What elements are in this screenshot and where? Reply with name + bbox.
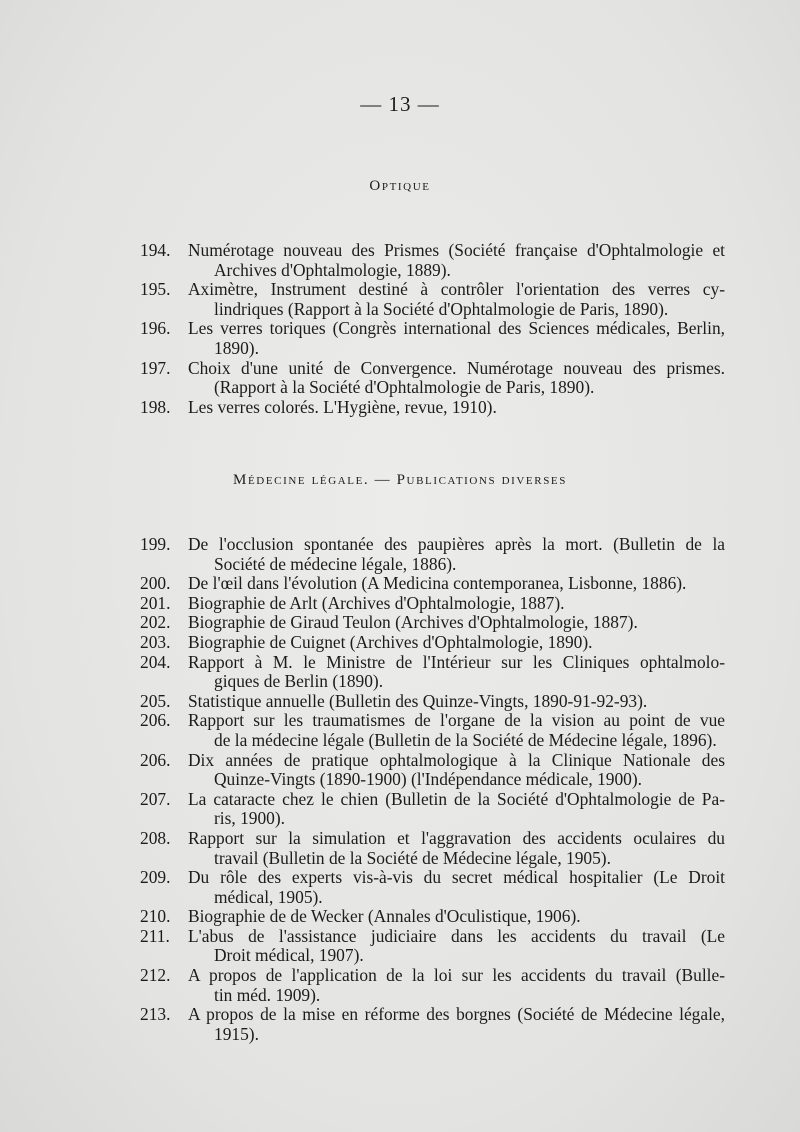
entry-text-line: Aximètre, Instrument destiné à contrôler l'orientation des verres cy-	[188, 279, 725, 300]
entry-text-line: Numérotage nouveau des Prismes (Société française d'Ophtalmologie et	[188, 240, 725, 260]
bibliography-entry	[140, 692, 725, 712]
entry-number: 208.	[140, 827, 171, 848]
entry-text-line: Archives d'Ophtalmologie, 1889).	[214, 259, 451, 280]
entry-text-line: Biographie de Arlt (Archives d'Ophtalmologie, 1887).	[188, 592, 565, 613]
entry-number: 195.	[140, 279, 171, 300]
entry-number: 207.	[140, 788, 171, 809]
bibliography-entry	[140, 398, 725, 418]
entry-number: 201.	[140, 592, 171, 613]
entry-text-line: 1890).	[214, 337, 259, 358]
entry-list-medecine-legale	[140, 535, 725, 1044]
entry-number: 205.	[140, 690, 171, 711]
entry-number: 206.	[140, 749, 171, 770]
entry-text-line: Du rôle des experts vis-à-vis du secret médical hospitalier (Le Droit	[188, 867, 725, 888]
entry-number: 196.	[140, 318, 171, 339]
bibliography-entry	[140, 594, 725, 614]
bibliography-entry	[140, 535, 725, 574]
entry-text-line: A propos de l'application de la loi sur les accidents du travail (Bulle-	[188, 965, 725, 986]
entry-number: 206.	[140, 710, 171, 731]
entry-text-line: (Rapport à la Société d'Ophtalmologie de Paris, 1890).	[214, 377, 595, 398]
entry-text-line: A propos de la mise en réforme des borgnes (Société de Médecine légale,	[188, 1004, 725, 1025]
bibliography-entry	[140, 927, 725, 966]
bibliography-entry	[140, 966, 725, 1005]
entry-text-line: Biographie de Giraud Teulon (Archives d'Ophtalmologie, 1887).	[188, 612, 638, 633]
entry-text-line: médical, 1905).	[214, 886, 323, 907]
entry-text-line: Droit médical, 1907).	[214, 945, 364, 966]
entry-text-line: Rapport sur les traumatismes de l'organe de la vision au point de vue	[188, 710, 725, 731]
entry-number: 194.	[140, 240, 171, 260]
bibliography-entry	[140, 1005, 725, 1044]
bibliography-entry	[140, 907, 725, 927]
entry-text-line: De l'œil dans l'évolution (A Medicina contemporanea, Lisbonne, 1886).	[188, 573, 687, 594]
entry-text-line: Choix d'une unité de Convergence. Numérotage nouveau des prismes.	[188, 357, 725, 378]
entry-text-line: De l'occlusion spontanée des paupières après la mort. (Bulletin de la	[188, 534, 725, 554]
bibliography-entry	[140, 829, 725, 868]
bibliography-entry	[140, 319, 725, 358]
entry-number: 213.	[140, 1004, 171, 1025]
entry-text-line: tin méd. 1909).	[214, 984, 321, 1005]
bibliography-entry	[140, 633, 725, 653]
entry-text-line: giques de Berlin (1890).	[214, 671, 384, 692]
entry-text-line: 1915).	[214, 1023, 259, 1044]
entry-text-line: Biographie de de Wecker (Annales d'Oculistique, 1906).	[188, 906, 581, 927]
entry-list-optique	[140, 241, 725, 417]
bibliography-entry	[140, 613, 725, 633]
bibliography-entry	[140, 790, 725, 829]
page-number: — 13 —	[360, 92, 440, 116]
entry-text-line: Dix années de pratique ophtalmologique à la Clinique Nationale des	[188, 749, 725, 770]
entry-number: 200.	[140, 573, 171, 594]
entry-text-line: lindriques (Rapport à la Société d'Ophtalmologie de Paris, 1890).	[214, 298, 669, 319]
entry-number: 197.	[140, 357, 171, 378]
bibliography-entry	[140, 359, 725, 398]
entry-number: 199.	[140, 534, 171, 554]
entry-number: 209.	[140, 867, 171, 888]
entry-text-line: L'abus de l'assistance judiciaire dans les accidents du travail (Le	[188, 925, 725, 946]
entry-text-line: Biographie de Cuignet (Archives d'Ophtalmologie, 1890).	[188, 631, 593, 652]
entry-text-line: Rapport sur la simulation et l'aggravation des accidents oculaires du	[188, 827, 725, 848]
entry-number: 204.	[140, 651, 171, 672]
entry-text-line: Société de médecine légale, 1886).	[214, 553, 457, 574]
bibliography-entry	[140, 574, 725, 594]
entry-number: 203.	[140, 631, 171, 652]
bibliography-entry	[140, 241, 725, 280]
entry-number: 198.	[140, 396, 171, 417]
entry-text-line: Rapport à M. le Ministre de l'Intérieur sur les Cliniques ophtalmolo-	[188, 651, 725, 672]
bibliography-entry	[140, 711, 725, 750]
section-title-medecine-legale: Médecine légale. — Publications diverses	[233, 472, 567, 488]
entry-text-line: ris, 1900).	[214, 808, 286, 829]
entry-text-line: Statistique annuelle (Bulletin des Quinze-Vingts, 1890-91-92-93).	[188, 690, 648, 711]
entry-text-line: de la médecine légale (Bulletin de la Société de Médecine légale, 1896).	[214, 729, 717, 750]
bibliography-entry	[140, 280, 725, 319]
entry-text-line: Quinze-Vingts (1890-1900) (l'Indépendance médicale, 1900).	[214, 769, 643, 790]
bibliography-entry	[140, 751, 725, 790]
bibliography-entry	[140, 868, 725, 907]
section-title-optique: Optique	[369, 178, 431, 194]
entry-text-line: Les verres toriques (Congrès international des Sciences médicales, Berlin,	[188, 318, 725, 339]
entry-number: 210.	[140, 906, 171, 927]
bibliography-entry	[140, 653, 725, 692]
entry-number: 211.	[140, 925, 170, 946]
entry-number: 202.	[140, 612, 171, 633]
entry-text-line: travail (Bulletin de la Société de Médecine légale, 1905).	[214, 847, 611, 868]
entry-number: 212.	[140, 965, 171, 986]
entry-text-line: La cataracte chez le chien (Bulletin de la Société d'Ophtalmologie de Pa-	[188, 788, 725, 809]
entry-text-line: Les verres colorés. L'Hygiène, revue, 1910).	[188, 396, 497, 417]
